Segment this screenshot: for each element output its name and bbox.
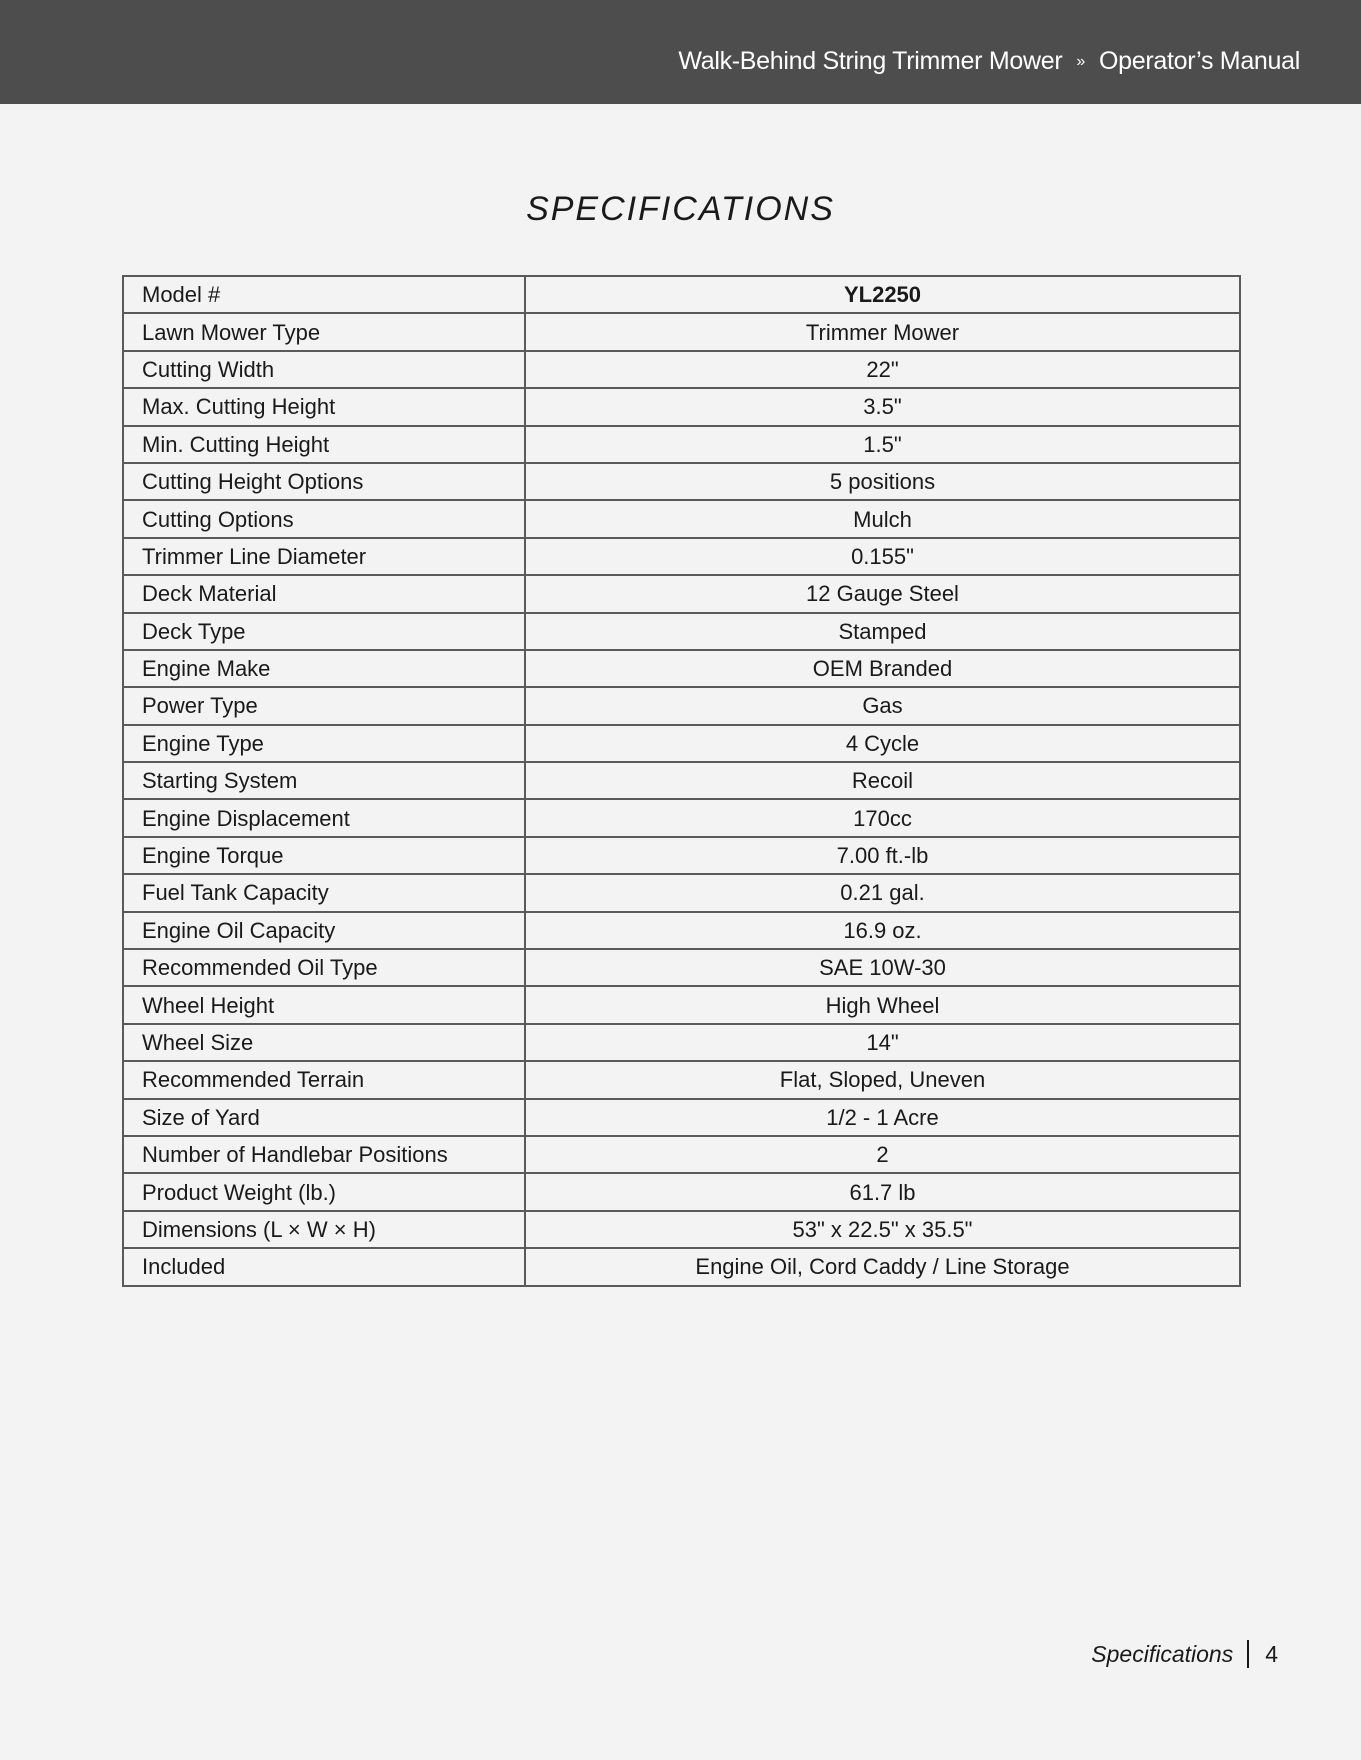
spec-label: Engine Make (123, 650, 525, 687)
spec-label: Lawn Mower Type (123, 313, 525, 350)
spec-value: Mulch (525, 500, 1240, 537)
table-row (123, 575, 1240, 612)
header-doc-type: Operator’s Manual (1098, 47, 1300, 75)
spec-value: 12 Gauge Steel (525, 575, 1240, 612)
spec-value: Recoil (525, 762, 1240, 799)
spec-label: Engine Displacement (123, 799, 525, 836)
header-text (678, 47, 1300, 76)
table-row (123, 538, 1240, 575)
spec-value: Engine Oil, Cord Caddy / Line Storage (525, 1248, 1240, 1285)
spec-label: Fuel Tank Capacity (123, 874, 525, 911)
spec-value: 0.21 gal. (525, 874, 1240, 911)
table-row (123, 276, 1240, 313)
spec-value: 16.9 oz. (525, 912, 1240, 949)
spec-value: 53" x 22.5" x 35.5" (525, 1211, 1240, 1248)
table-row (123, 1248, 1240, 1285)
table-row (123, 762, 1240, 799)
spec-label: Engine Torque (123, 837, 525, 874)
table-row (123, 687, 1240, 724)
table-row (123, 1211, 1240, 1248)
spec-value: 4 Cycle (525, 725, 1240, 762)
table-row (123, 426, 1240, 463)
table-row (123, 912, 1240, 949)
table-row (123, 1024, 1240, 1061)
table-row (123, 986, 1240, 1023)
spec-label: Cutting Options (123, 500, 525, 537)
spec-value: 61.7 lb (525, 1173, 1240, 1210)
table-row (123, 500, 1240, 537)
spec-value: 1.5" (525, 426, 1240, 463)
table-row (123, 1173, 1240, 1210)
table-row (123, 388, 1240, 425)
spec-label: Wheel Height (123, 986, 525, 1023)
spec-value: OEM Branded (525, 650, 1240, 687)
spec-label: Model # (123, 276, 525, 313)
table-row (123, 837, 1240, 874)
spec-value: 5 positions (525, 463, 1240, 500)
spec-value: 3.5" (525, 388, 1240, 425)
table-row (123, 1061, 1240, 1098)
table-row (123, 725, 1240, 762)
table-row (123, 799, 1240, 836)
page-title: SPECIFICATIONS (526, 190, 835, 228)
spec-label: Number of Handlebar Positions (123, 1136, 525, 1173)
header-bar (0, 0, 1361, 104)
spec-value: 170cc (525, 799, 1240, 836)
spec-label: Recommended Oil Type (123, 949, 525, 986)
spec-label: Size of Yard (123, 1099, 525, 1136)
spec-label: Engine Oil Capacity (123, 912, 525, 949)
table-row (123, 463, 1240, 500)
spec-value: 0.155" (525, 538, 1240, 575)
table-row (123, 650, 1240, 687)
spec-value: Stamped (525, 613, 1240, 650)
spec-value: High Wheel (525, 986, 1240, 1023)
footer-section-title: Specifications (1091, 1641, 1234, 1667)
table-row (123, 949, 1240, 986)
spec-label: Cutting Width (123, 351, 525, 388)
footer-divider (1247, 1640, 1249, 1668)
spec-value: 22" (525, 351, 1240, 388)
footer (1091, 1640, 1278, 1668)
spec-value: Trimmer Mower (525, 313, 1240, 350)
spec-value: Gas (525, 687, 1240, 724)
spec-value: 7.00 ft.-lb (525, 837, 1240, 874)
header-separator: » (1076, 53, 1085, 70)
spec-value: SAE 10W-30 (525, 949, 1240, 986)
spec-label: Dimensions (L × W × H) (123, 1211, 525, 1248)
spec-label: Max. Cutting Height (123, 388, 525, 425)
spec-label: Starting System (123, 762, 525, 799)
spec-value: 2 (525, 1136, 1240, 1173)
spec-value: Flat, Sloped, Uneven (525, 1061, 1240, 1098)
table-row (123, 874, 1240, 911)
spec-label: Deck Type (123, 613, 525, 650)
table-row (123, 1136, 1240, 1173)
spec-table (122, 275, 1241, 1287)
table-row (123, 613, 1240, 650)
spec-label: Min. Cutting Height (123, 426, 525, 463)
spec-label: Wheel Size (123, 1024, 525, 1061)
spec-label: Recommended Terrain (123, 1061, 525, 1098)
table-row (123, 351, 1240, 388)
spec-table-body (123, 276, 1240, 1286)
header-doc-title: Walk-Behind String Trimmer Mower (678, 47, 1063, 75)
table-row (123, 1099, 1240, 1136)
spec-value: YL2250 (525, 276, 1240, 313)
spec-value: 1/2 - 1 Acre (525, 1099, 1240, 1136)
spec-value: 14" (525, 1024, 1240, 1061)
spec-label: Trimmer Line Diameter (123, 538, 525, 575)
table-row (123, 313, 1240, 350)
spec-label: Included (123, 1248, 525, 1285)
spec-label: Product Weight (lb.) (123, 1173, 525, 1210)
page-number: 4 (1265, 1641, 1278, 1667)
spec-label: Power Type (123, 687, 525, 724)
spec-label: Engine Type (123, 725, 525, 762)
spec-label: Cutting Height Options (123, 463, 525, 500)
spec-label: Deck Material (123, 575, 525, 612)
